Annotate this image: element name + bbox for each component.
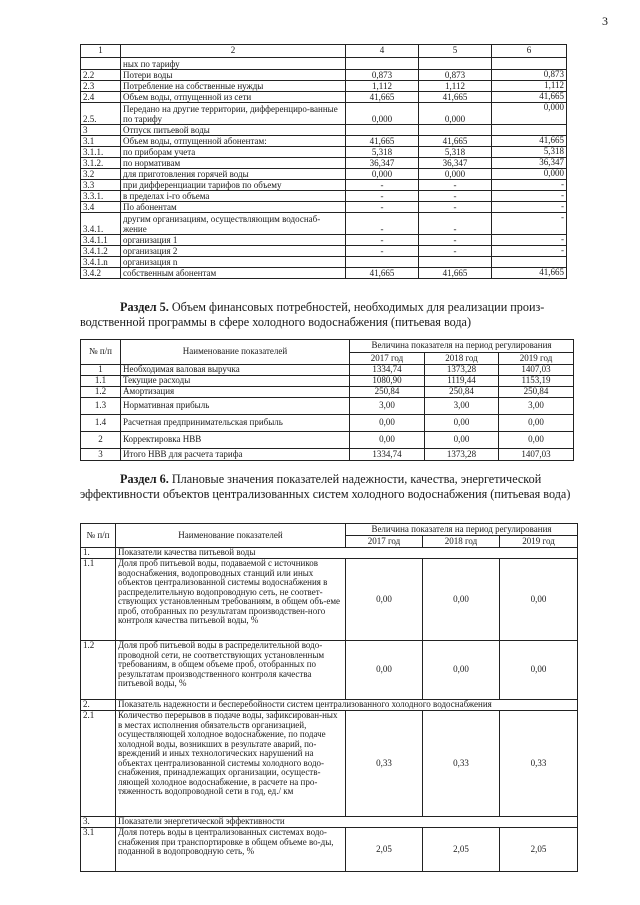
indicator-value: 2,05 [346, 828, 423, 872]
group-title: Показатели энергетической эффективности [116, 817, 578, 828]
table-row [81, 415, 574, 432]
table-cell: Текущие расходы [121, 376, 350, 387]
row-number: 1.1 [81, 559, 116, 641]
table-cell [419, 257, 492, 268]
table-cell: организация 1 [121, 235, 346, 246]
indicator-value: 0,33 [423, 711, 500, 817]
table-cell: - [492, 246, 567, 257]
table-cell: 36,347 [346, 158, 419, 169]
table-cell: 1407,03 [499, 365, 574, 376]
table-cell: - [346, 235, 419, 246]
table-cell: 41,665 [346, 92, 419, 103]
table-row [81, 58, 567, 70]
table-cell: По абонентам [121, 202, 346, 213]
table-cell: 1373,28 [425, 449, 499, 461]
table-cell: 250,84 [499, 387, 574, 398]
section6-heading [80, 472, 580, 501]
table-cell: 3.4.1. [81, 213, 121, 235]
col-header: 4 [346, 45, 419, 58]
table-cell: 1373,28 [425, 365, 499, 376]
table-cell: - [346, 191, 419, 202]
table-cell: 5,318 [492, 147, 567, 158]
table-cell: 41,665 [419, 92, 492, 103]
table-cell: 0,000 [492, 169, 567, 180]
table-cell: - [419, 191, 492, 202]
table-cell [346, 58, 419, 70]
section-label: Раздел 5. [120, 300, 169, 314]
table-cell: - [346, 246, 419, 257]
table-cell: 3,00 [350, 398, 425, 415]
table-cell: 3.4 [81, 202, 121, 213]
table-cell: 41,665 [492, 268, 567, 279]
table-row [81, 202, 567, 213]
table-cell: - [492, 191, 567, 202]
col-header: 5 [419, 45, 492, 58]
table-cell: Объем воды, отпущенной из сети [121, 92, 346, 103]
table-cell: - [419, 202, 492, 213]
indicator-name: Доля потерь воды в централизованных системах водо-снабжения при транспортировке в общем объеме во-ды, поданной в водопроводную сеть, % [116, 828, 346, 872]
table-row [81, 828, 578, 872]
table-cell: Необходимая валовая выручка [121, 365, 350, 376]
group-title: Показатель надежности и бесперебойности систем централизованного холодного водоснабжения [116, 700, 578, 711]
table-row [81, 641, 578, 700]
table-cell: 0,00 [425, 432, 499, 449]
table-row [81, 376, 574, 387]
table-cell: 2.2 [81, 70, 121, 81]
table-cell: 1,112 [346, 81, 419, 92]
table-cell: 41,665 [419, 268, 492, 279]
col-header-year: 2017 год [346, 536, 423, 548]
table-cell: - [419, 246, 492, 257]
indicator-value: 0,00 [423, 641, 500, 700]
table-cell: 3.1 [81, 136, 121, 147]
table-cell: 1119,44 [425, 376, 499, 387]
table-cell: Объем воды, отпущенной абонентам: [121, 136, 346, 147]
indicator-name: Количество перерывов в подаче воды, зафиксирован-ных в местах исполнения обязательств организацией, осуществляющей холодное водоснабжение, по подаче холодной воды, возникших в результате аварий, по-вреждений и иных технологических нарушений на объектах централизованной системы холодного водо-снабжения, принадлежащих организации, осуществ-ляющей холодное водоснабжение, в расчете на про-тяженность водопроводной сети в год, ед./ км [116, 711, 346, 817]
table-cell: ных по тарифу [121, 58, 346, 70]
table-row [81, 81, 567, 92]
table-cell: 2 [81, 432, 121, 449]
table-row [81, 449, 574, 461]
table-cell: - [492, 202, 567, 213]
section-title: Объем финансовых потребностей, необходимых для реализации произ-водственной программы в сфере холодного водоснабжения (питьевая вода) [80, 300, 545, 329]
table-cell: 0,000 [492, 103, 567, 125]
table-cell: - [492, 180, 567, 191]
table-cell: - [492, 213, 567, 235]
col-header-num: № п/п [81, 340, 121, 365]
col-header-year: 2018 год [423, 536, 500, 548]
table-cell: - [419, 180, 492, 191]
table-cell: Отпуск питьевой воды [121, 125, 346, 136]
table-row [81, 169, 567, 180]
table-cell: 1,112 [492, 81, 567, 92]
table-cell: - [346, 180, 419, 191]
table-cell: 0,00 [425, 415, 499, 432]
table-row [81, 246, 567, 257]
col-header-period: Величина показателя на период регулирования [350, 340, 574, 353]
table-cell: 0,00 [499, 432, 574, 449]
table-cell: 1.4 [81, 415, 121, 432]
row-number: 3. [81, 817, 116, 828]
table-cell: - [346, 213, 419, 235]
table-cell: 0,000 [419, 103, 492, 125]
table-cell: 41,665 [419, 136, 492, 147]
section5-heading [80, 300, 580, 329]
row-number: 3.1 [81, 828, 116, 872]
table-cell: 36,347 [419, 158, 492, 169]
table-row [81, 147, 567, 158]
table-row [81, 365, 574, 376]
section-title: Плановые значения показателей надежности, качества, энергетической эффективности объектов централизованных систем холодного водоснабжения (питьевая вода) [80, 472, 571, 501]
col-header: 1 [81, 45, 121, 58]
table-cell: 1153,19 [499, 376, 574, 387]
table-cell: 3.1.2. [81, 158, 121, 169]
table-cell: Корректировка НВВ [121, 432, 350, 449]
table-cell: 3.2 [81, 169, 121, 180]
table-cell [492, 58, 567, 70]
section-label: Раздел 6. [120, 472, 169, 486]
table-cell: 1.1 [81, 376, 121, 387]
table-row [81, 559, 578, 641]
table-cell: по приборам учета [121, 147, 346, 158]
table-row [81, 70, 567, 81]
table-cell: 3.1.1. [81, 147, 121, 158]
table-cell: 0,000 [419, 169, 492, 180]
table-cell: 1.3 [81, 398, 121, 415]
group-row [81, 817, 578, 828]
table-cell [346, 257, 419, 268]
table-row [81, 711, 578, 817]
table-cell: - [419, 213, 492, 235]
performance-indicators-table [80, 523, 578, 872]
table-cell: 41,665 [492, 92, 567, 103]
col-header-year: 2018 год [425, 353, 499, 365]
col-header-name: Наименование показателей [116, 524, 346, 548]
group-row [81, 548, 578, 559]
col-header: 6 [492, 45, 567, 58]
indicator-name: Доля проб питьевой воды в распределительной водо-проводной сети, не соответствующих установленным требованиям, в общем объеме проб, отобранных по результатам производственного контроля качества питьевой воды, % [116, 641, 346, 700]
table-cell: 3.4.1.1 [81, 235, 121, 246]
table-cell: Передано на другие территории, дифференциро-ванные по тарифу [121, 103, 346, 125]
table-cell [419, 125, 492, 136]
row-number: 2. [81, 700, 116, 711]
indicator-value: 0,33 [500, 711, 578, 817]
table-cell: 0,00 [499, 415, 574, 432]
table-cell: 1.2 [81, 387, 121, 398]
indicator-value: 0,00 [346, 641, 423, 700]
table-row [81, 235, 567, 246]
table-cell: - [346, 202, 419, 213]
table-row [81, 268, 567, 279]
table-cell: 0,873 [346, 70, 419, 81]
table-cell: 41,665 [492, 136, 567, 147]
table-cell: 3.4.2 [81, 268, 121, 279]
table-cell: 3.4.1.n [81, 257, 121, 268]
financial-needs-table [80, 339, 574, 461]
table-cell: в пределах i-го объема [121, 191, 346, 202]
table-cell: 1080,90 [350, 376, 425, 387]
table-cell: Потребление на собственные нужды [121, 81, 346, 92]
table-row [81, 180, 567, 191]
table-cell: 5,318 [419, 147, 492, 158]
col-header-period: Величина показателя на период регулирования [346, 524, 578, 536]
table-cell [492, 257, 567, 268]
col-header-year: 2017 год [350, 353, 425, 365]
row-number: 1. [81, 548, 116, 559]
table-cell: собственным абонентам [121, 268, 346, 279]
table-cell: 250,84 [425, 387, 499, 398]
indicator-value: 0,00 [423, 559, 500, 641]
table-cell: 250,84 [350, 387, 425, 398]
table-cell: 0,000 [346, 169, 419, 180]
indicator-value: 2,05 [500, 828, 578, 872]
group-title: Показатели качества питьевой воды [116, 548, 578, 559]
table-row [81, 432, 574, 449]
indicator-value: 0,00 [500, 559, 578, 641]
table-cell: 0,873 [492, 70, 567, 81]
table-cell: Итого НВВ для расчета тарифа [121, 449, 350, 461]
table-row [81, 158, 567, 169]
table-cell [346, 125, 419, 136]
page-number: 3 [602, 14, 608, 28]
table-cell: 5,318 [346, 147, 419, 158]
table-cell: Нормативная прибыль [121, 398, 350, 415]
table-cell: 0,000 [346, 103, 419, 125]
table-row [81, 398, 574, 415]
table-row [81, 387, 574, 398]
row-number: 2.1 [81, 711, 116, 817]
table-cell: 41,665 [346, 136, 419, 147]
indicator-value: 0,33 [346, 711, 423, 817]
table-cell: 36,347 [492, 158, 567, 169]
indicator-value: 0,00 [500, 641, 578, 700]
table-cell: 2.4 [81, 92, 121, 103]
table-cell: 1407,03 [499, 449, 574, 461]
table-cell: 0,873 [419, 70, 492, 81]
water-volume-table [80, 44, 567, 279]
table-cell [419, 58, 492, 70]
table-cell: другим организациям, осуществляющим водоснаб-жение [121, 213, 346, 235]
table-cell: - [492, 235, 567, 246]
table-row [81, 213, 567, 235]
table-cell: по нормативам [121, 158, 346, 169]
table-cell: 1 [81, 365, 121, 376]
table-cell: 0,00 [350, 432, 425, 449]
table-cell: 0,00 [350, 415, 425, 432]
indicator-value: 0,00 [346, 559, 423, 641]
table-cell: организация n [121, 257, 346, 268]
table-cell: организация 2 [121, 246, 346, 257]
table-cell: - [419, 235, 492, 246]
indicator-name: Доля проб питьевой воды, подаваемой с источников водоснабжения, водопроводных станций или иных объектов централизованной системы водоснабжения в распределительную водопроводную сеть, не соответ-ствующих установленным требованиям, в общем объ-еме проб, отобранных по результатам производствен-ного контроля качества питьевой воды, % [116, 559, 346, 641]
table-cell: Амортизация [121, 387, 350, 398]
table-cell: 3,00 [499, 398, 574, 415]
table-header-row [81, 45, 567, 58]
col-header-num: № п/п [81, 524, 116, 548]
table-cell: 3.3.1. [81, 191, 121, 202]
table-cell [81, 58, 121, 70]
table-row [81, 103, 567, 125]
table-row [81, 191, 567, 202]
table-cell: 2.5. [81, 103, 121, 125]
table-cell: для приготовления горячей воды [121, 169, 346, 180]
col-header: 2 [121, 45, 346, 58]
table-cell: Расчетная предпринимательская прибыль [121, 415, 350, 432]
table-cell: 3,00 [425, 398, 499, 415]
group-row [81, 700, 578, 711]
table-cell: 3.4.1.2 [81, 246, 121, 257]
table-cell [492, 125, 567, 136]
row-number: 1.2 [81, 641, 116, 700]
table-cell: 1,112 [419, 81, 492, 92]
table-row [81, 92, 567, 103]
col-header-name: Наименование показателей [121, 340, 350, 365]
table-cell: 3.3 [81, 180, 121, 191]
table-cell: при дифференциации тарифов по объему [121, 180, 346, 191]
col-header-year: 2019 год [500, 536, 578, 548]
table-row [81, 125, 567, 136]
table-cell: 1334,74 [350, 449, 425, 461]
col-header-year: 2019 год [499, 353, 574, 365]
table-cell: 3 [81, 125, 121, 136]
table-row [81, 257, 567, 268]
table-cell: 3 [81, 449, 121, 461]
table-cell: 41,665 [346, 268, 419, 279]
table-cell: 1334,74 [350, 365, 425, 376]
table-cell: 2.3 [81, 81, 121, 92]
indicator-value: 2,05 [423, 828, 500, 872]
table-row [81, 136, 567, 147]
table-cell: Потери воды [121, 70, 346, 81]
